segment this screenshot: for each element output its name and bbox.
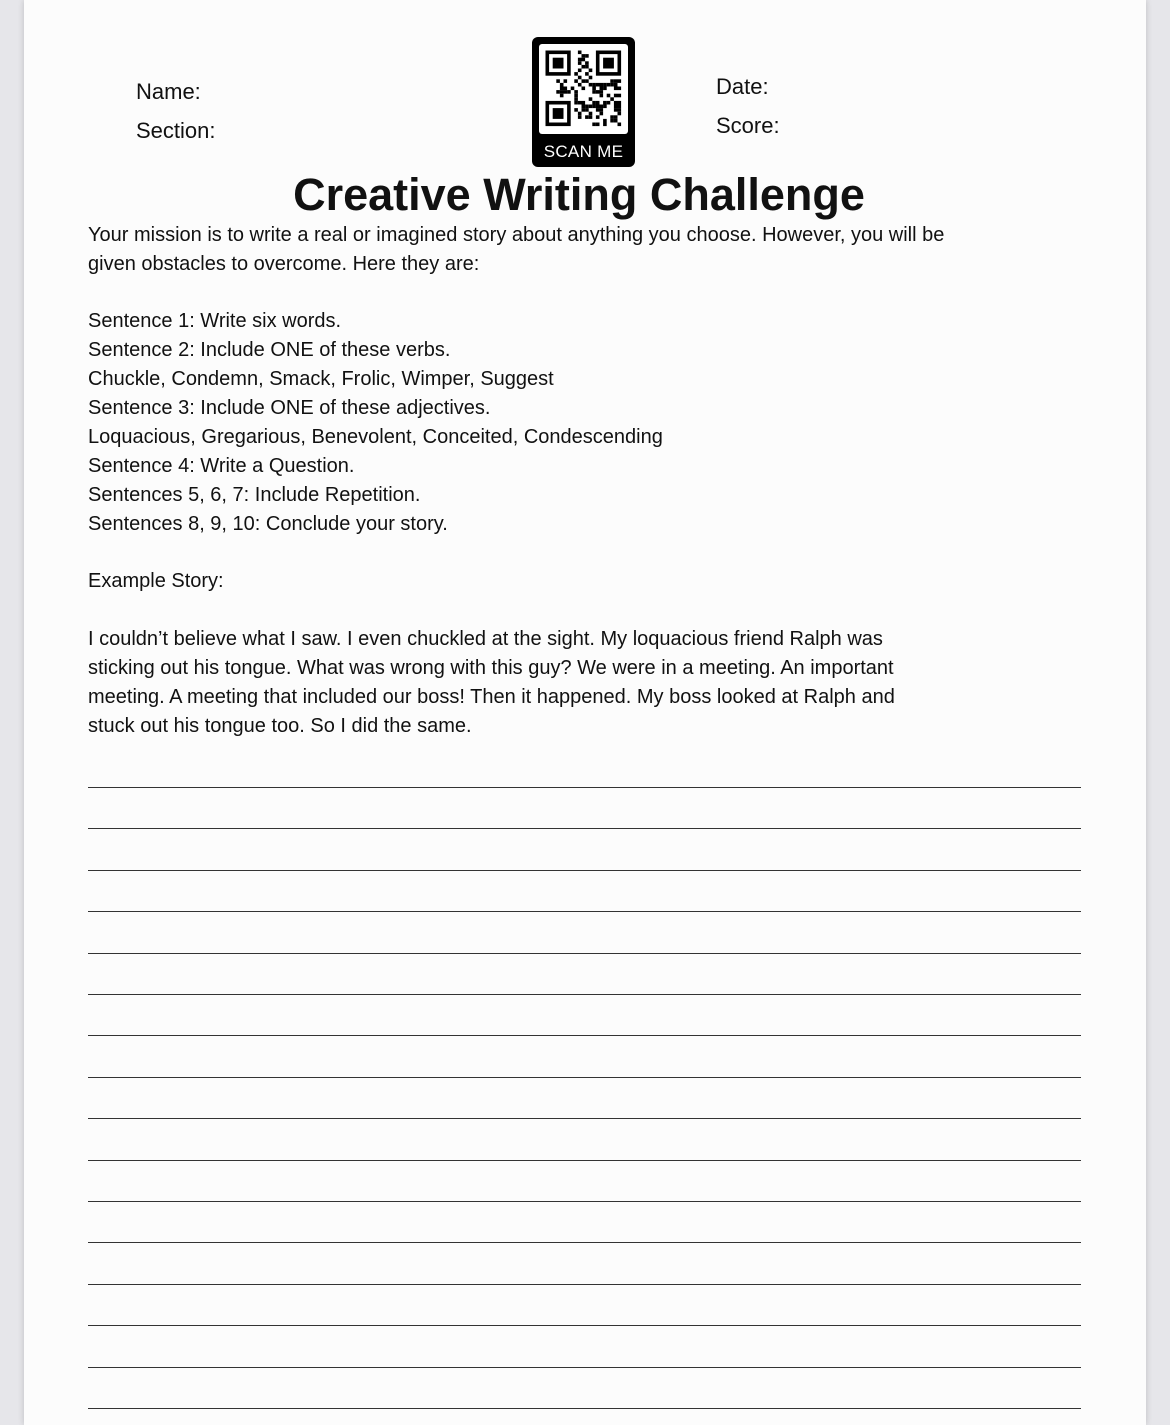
- writing-line[interactable]: [88, 911, 1081, 912]
- score-label: Score:: [716, 113, 780, 138]
- instructions-paragraph: [88, 221, 1088, 279]
- writing-line[interactable]: [88, 1077, 1081, 1078]
- story-line: I couldn’t believe what I saw. I even chuckled at the sight. My loquacious friend Ralph was: [88, 628, 883, 650]
- writing-line[interactable]: [88, 1325, 1081, 1326]
- scan-me-label: SCAN ME: [543, 142, 624, 161]
- rule-item: Sentences 8, 9, 10: Conclude your story.: [88, 513, 448, 535]
- date-label: Date:: [716, 74, 769, 99]
- name-label: Name:: [136, 79, 201, 104]
- rule-item: Sentences 5, 6, 7: Include Repetition.: [88, 484, 421, 506]
- example-story-paragraph: [88, 625, 1088, 741]
- sentence-rules-list: [88, 307, 1088, 539]
- qr-code-icon: [539, 44, 628, 134]
- instructions-line: given obstacles to overcome. Here they are:: [88, 253, 480, 275]
- writing-line[interactable]: [88, 828, 1081, 829]
- story-line: meeting. A meeting that included our boss! Then it happened. My boss looked at Ralph and: [88, 686, 895, 708]
- rule-item: Sentence 3: Include ONE of these adjectives.: [88, 397, 491, 419]
- writing-line[interactable]: [88, 1408, 1081, 1409]
- worksheet-title: Creative Writing Challenge: [293, 169, 865, 220]
- writing-line[interactable]: [88, 1118, 1081, 1119]
- story-line: sticking out his tongue. What was wrong with this guy? We were in a meeting. An important: [88, 657, 894, 679]
- qr-code-badge: [532, 37, 635, 167]
- writing-line[interactable]: [88, 1242, 1081, 1243]
- writing-line[interactable]: [88, 1160, 1081, 1161]
- writing-line[interactable]: [88, 1367, 1081, 1368]
- verb-options: Chuckle, Condemn, Smack, Frolic, Wimper, Suggest: [88, 368, 554, 390]
- worksheet-page: [24, 0, 1146, 1425]
- rule-item: Sentence 1: Write six words.: [88, 310, 342, 332]
- rule-item: Sentence 4: Write a Question.: [88, 455, 355, 477]
- instructions-line: Your mission is to write a real or imagined story about anything you choose. However, you will be: [88, 224, 945, 246]
- writing-line[interactable]: [88, 1201, 1081, 1202]
- story-line: stuck out his tongue too. So I did the same.: [88, 715, 472, 737]
- writing-line[interactable]: [88, 1284, 1081, 1285]
- writing-line[interactable]: [88, 953, 1081, 954]
- writing-line[interactable]: [88, 1035, 1081, 1036]
- adjective-options: Loquacious, Gregarious, Benevolent, Conceited, Condescending: [88, 426, 663, 448]
- rule-item: Sentence 2: Include ONE of these verbs.: [88, 339, 451, 361]
- section-label: Section:: [136, 118, 216, 143]
- writing-line[interactable]: [88, 870, 1081, 871]
- writing-line[interactable]: [88, 787, 1081, 788]
- writing-line[interactable]: [88, 994, 1081, 995]
- example-story-label: Example Story:: [88, 570, 224, 592]
- example-story-heading: [88, 567, 1088, 596]
